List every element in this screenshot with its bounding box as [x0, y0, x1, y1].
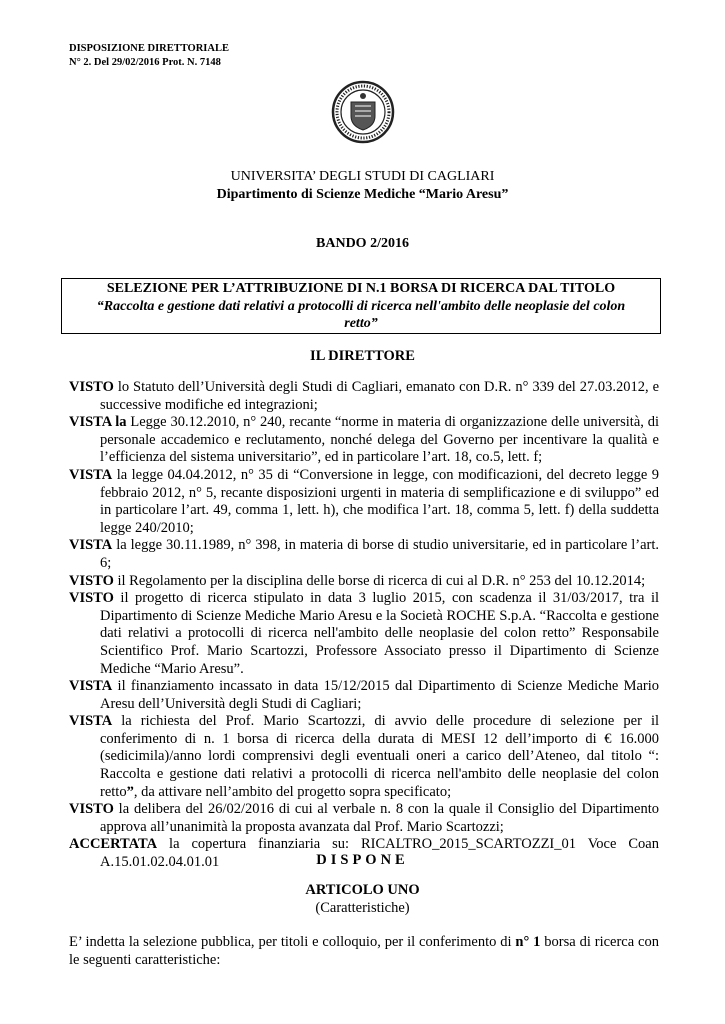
preamble-text: la legge 30.11.1989, n° 398, in materia di borse di studio universitarie, ed in particolare l’art. 6;	[100, 537, 659, 571]
preamble-keyword: VISTA la	[69, 414, 127, 431]
bando-number: BANDO 2/2016	[316, 236, 409, 251]
preamble-list	[69, 379, 659, 872]
preamble-text: Legge 30.12.2010, n° 240, recante “norme in materia di organizzazione delle università, di personale accademico e reclutamento, nonché delega del Governo per incentivare la qualità e l’efficienza del sistema universitario”, ed in particolare l’art. 18, co.5, lett. f;	[100, 414, 659, 466]
preamble-item	[69, 713, 659, 801]
preamble-keyword: VISTO	[69, 590, 114, 607]
preamble-item	[69, 379, 659, 414]
final-text-before: E’ indetta la selezione pubblica, per titoli e colloquio, per il conferimento di	[69, 934, 516, 950]
final-text-bold: n° 1	[515, 934, 541, 950]
preamble-bold-quote: ”	[126, 783, 134, 800]
preamble-item	[69, 801, 659, 836]
preamble-text: la richiesta del Prof. Mario Scartozzi, di avvio delle procedure di selezione per il conferimento di n. 1 borsa di ricerca della durata di MESI 12 dell’importo di € 16.000 (sedicimila)/anno lordi comprensivi degli eventuali oneri a carico dell’Ateneo, dal titolo “: Raccolta e gestione dati relativi a protocolli di ricerca nell'ambito delle neoplasie del colon retto	[100, 713, 659, 800]
director-heading: IL DIRETTORE	[310, 348, 415, 364]
selection-title-box	[61, 278, 661, 334]
selection-title-line1: SELEZIONE PER L’ATTRIBUZIONE DI N.1 BORSA DI RICERCA DAL TITOLO	[106, 281, 616, 296]
preamble-text: il progetto di ricerca stipulato in data 3 luglio 2015, con scadenza il 31/03/2017, tra il Dipartimento di Scienze Mediche Mario Aresu e la Società ROCHE S.p.A. “Raccolta e gestione dati relativi a protocolli di ricerca nell'ambito delle neoplasie del colon retto” Responsabile Scientifico Prof. Mario Scartozzi, Professore Associato presso il Dipartimento di Scienze Mediche “Mario Aresu”.	[100, 590, 659, 677]
decree-number: N° 2. Del 29/02/2016 Prot. N. 7148	[69, 57, 221, 68]
preamble-item	[69, 573, 659, 591]
preamble-keyword: VISTA	[69, 466, 113, 483]
preamble-tail: , da attivare nell’ambito del progetto sopra specificato;	[133, 783, 452, 800]
selection-title-line2: “Raccolta e gestione dati relativi a protocolli di ricerca nell'ambito delle neoplasie del colon	[96, 298, 626, 314]
decree-header	[69, 42, 229, 70]
university-seal-icon	[331, 80, 395, 144]
preamble-keyword: VISTA	[69, 713, 113, 730]
department-name: Dipartimento di Scienze Mediche “Mario Aresu”	[216, 187, 509, 202]
preamble-text: la copertura finanziaria su: RICALTRO_2015_SCARTOZZI_01 Voce Coan A.15.01.02.04.01.01	[100, 836, 659, 871]
selection-title-line3: retto”	[344, 316, 378, 331]
preamble-text: la delibera del 26/02/2016 di cui al verbale n. 8 con la quale il Consiglio del Dipartimento approva all’unanimità la proposta avanzata dal Prof. Mario Scartozzi;	[100, 801, 659, 835]
preamble-text: il finanziamento incassato in data 15/12/2015 dal Dipartimento di Scienze Mediche Mario Aresu dell’Università degli Studi di Cagliari;	[100, 678, 659, 712]
preamble-item	[69, 678, 659, 713]
preamble-keyword: VISTA	[69, 678, 113, 695]
preamble-text: il Regolamento per la disciplina delle borse di ricerca di cui al D.R. n° 253 del 10.12.2014;	[113, 572, 646, 589]
decree-type: DISPOSIZIONE DIRETTORIALE	[69, 43, 229, 54]
final-text-after: borsa di ricerca con le seguenti caratteristiche:	[69, 934, 659, 968]
preamble-text: lo Statuto dell’Università degli Studi di Cagliari, emanato con D.R. n° 339 del 27.03.2012, e successive modifiche ed integrazioni;	[100, 379, 659, 413]
preamble-keyword: VISTO	[69, 572, 114, 589]
university-name: UNIVERSITA’ DEGLI STUDI DI CAGLIARI	[230, 169, 495, 184]
preamble-keyword: VISTA	[69, 537, 113, 554]
preamble-keyword: ACCERTATA	[69, 836, 158, 853]
preamble-item	[69, 414, 659, 467]
preamble-keyword: VISTO	[69, 379, 114, 395]
article-subtitle: (Caratteristiche)	[315, 900, 410, 916]
preamble-item	[69, 467, 659, 537]
preamble-item	[69, 590, 659, 678]
preamble-keyword: VISTO	[69, 801, 114, 818]
dispone-heading: DISPONE	[316, 852, 409, 868]
article-title: ARTICOLO UNO	[305, 882, 420, 898]
preamble-text: la legge 04.04.2012, n° 35 di “Conversione in legge, con modificazioni, del decreto legge 9 febbraio 2012, n° 5, recante disposizioni urgenti in materia di semplificazione e di sviluppo” ed in particolare l’art. 49, comma 1, lett. h), che modifica l’art. 18, comma 5, lett. f) della suddetta legge 240/2010;	[100, 466, 659, 536]
preamble-item	[69, 537, 659, 572]
final-paragraph	[69, 934, 659, 969]
